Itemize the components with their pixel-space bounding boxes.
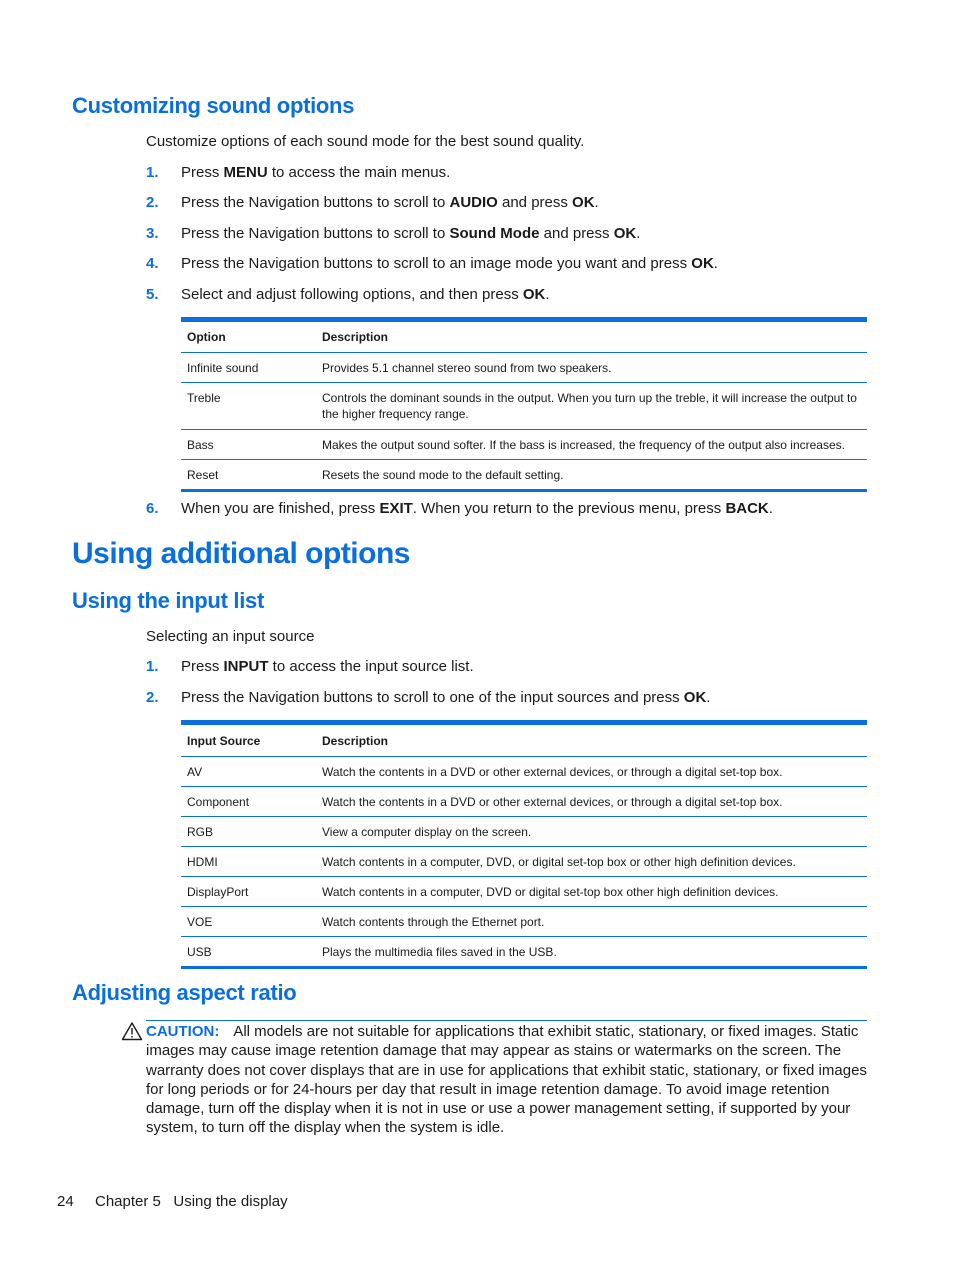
sound-options-table (181, 317, 867, 492)
table-row: HDMI Watch contents in a computer, DVD, or digital set-top box or other high definition devices. (181, 847, 867, 877)
table-row: Treble Controls the dominant sounds in the output. When you turn up the treble, it will increase the output to the higher frequency range. (181, 383, 867, 430)
table-row: Bass Makes the output sound softer. If the bass is increased, the frequency of the output also increases. (181, 430, 867, 460)
sound-intro: Customize options of each sound mode for the best sound quality. (146, 133, 585, 150)
section-heading-input: Using the input list (72, 588, 264, 613)
table-header-row: Input Source Description (181, 725, 867, 757)
section-heading-sound: Customizing sound options (72, 93, 355, 118)
table-row: Component Watch the contents in a DVD or other external devices, or through a digital set-top box. (181, 787, 867, 817)
caution-body: All models are not suitable for applications that exhibit static, stationary, or fixed images. Static images may cause image retention damage that may appear as stains or watermarks on the screen. The warranty does not cover displays that are in use for applications that exhibit static, stationary, or fixed images for long periods or for 24-hours per day that result in image retention damage. To avoid image retention damage, turn off the display when it is not in use or use a power management setting, if supported by your system, to turn off the display when the system is idle. (146, 1023, 867, 1137)
table-row: RGB View a computer display on the screen. (181, 817, 867, 847)
table-row: Infinite sound Provides 5.1 channel stereo sound from two speakers. (181, 353, 867, 383)
input-intro: Selecting an input source (146, 628, 315, 645)
caution-notice (146, 1022, 867, 1138)
caution-label: CAUTION: (146, 1023, 220, 1040)
chapter-heading: Using additional options (72, 537, 410, 570)
chapter-footer: Chapter 5 Using the display (95, 1193, 288, 1210)
page-number: 24 (57, 1193, 74, 1210)
warning-icon (121, 1021, 143, 1041)
section-heading-aspect: Adjusting aspect ratio (72, 980, 297, 1005)
table-row: AV Watch the contents in a DVD or other external devices, or through a digital set-top box. (181, 757, 867, 787)
caution-rule (146, 1020, 867, 1021)
table-header-row: Option Description (181, 322, 867, 353)
table-row: DisplayPort Watch contents in a computer, DVD or digital set-top box other high definition devices. (181, 877, 867, 907)
table-row: USB Plays the multimedia files saved in the USB. (187, 944, 557, 959)
input-source-table (181, 720, 867, 969)
table-row: Reset Resets the sound mode to the default setting. (187, 467, 564, 482)
table-row: VOE Watch contents through the Ethernet port. (181, 907, 867, 937)
